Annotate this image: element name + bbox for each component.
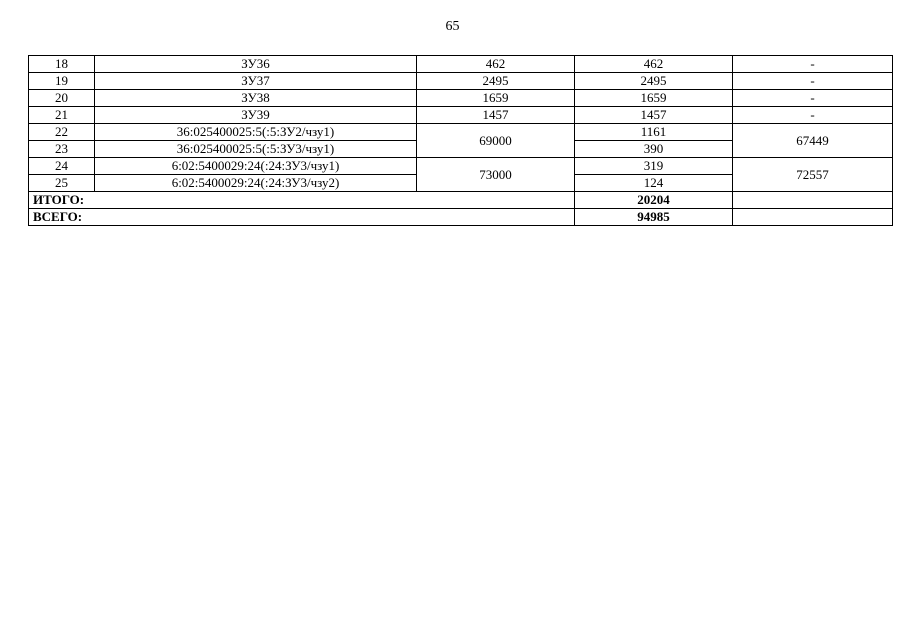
remaining-area: - (733, 107, 893, 124)
affected-area: 2495 (575, 73, 733, 90)
row-number: 19 (29, 73, 95, 90)
table-row (29, 73, 893, 90)
remaining-area-merged: 67449 (733, 124, 893, 158)
affected-area: 319 (575, 158, 733, 175)
plot-area: 1659 (417, 90, 575, 107)
plot-designation: ЗУ36 (95, 56, 417, 73)
table-row (29, 158, 893, 175)
plot-area: 1457 (417, 107, 575, 124)
row-number: 21 (29, 107, 95, 124)
affected-area: 1659 (575, 90, 733, 107)
row-number: 20 (29, 90, 95, 107)
itogo-value: 20204 (575, 192, 733, 209)
plot-designation: 36:025400025:5(:5:ЗУ2/чзу1) (95, 124, 417, 141)
plot-designation: 6:02:5400029:24(:24:ЗУ3/чзу2) (95, 175, 417, 192)
vsego-empty-cell (733, 209, 893, 226)
plot-area: 462 (417, 56, 575, 73)
affected-area: 462 (575, 56, 733, 73)
remaining-area: - (733, 56, 893, 73)
affected-area: 1161 (575, 124, 733, 141)
plot-designation: ЗУ38 (95, 90, 417, 107)
remaining-area-merged: 72557 (733, 158, 893, 192)
vsego-value: 94985 (575, 209, 733, 226)
table-row (29, 56, 893, 73)
itogo-label: ИТОГО: (29, 192, 575, 209)
row-number: 23 (29, 141, 95, 158)
row-number: 18 (29, 56, 95, 73)
affected-area: 124 (575, 175, 733, 192)
remaining-area: - (733, 73, 893, 90)
plot-area-merged: 73000 (417, 158, 575, 192)
plot-designation: ЗУ39 (95, 107, 417, 124)
itogo-empty-cell (733, 192, 893, 209)
affected-area: 1457 (575, 107, 733, 124)
row-number: 22 (29, 124, 95, 141)
itogo-row (29, 192, 893, 209)
table-row (29, 124, 893, 141)
remaining-area: - (733, 90, 893, 107)
plot-area: 2495 (417, 73, 575, 90)
land-plots-table (28, 55, 893, 226)
affected-area: 390 (575, 141, 733, 158)
vsego-row (29, 209, 893, 226)
table-row (29, 107, 893, 124)
table-row (29, 90, 893, 107)
row-number: 25 (29, 175, 95, 192)
plot-designation: 36:025400025:5(:5:ЗУ3/чзу1) (95, 141, 417, 158)
plot-designation: 6:02:5400029:24(:24:ЗУ3/чзу1) (95, 158, 417, 175)
plot-designation: ЗУ37 (95, 73, 417, 90)
page-number: 65 (445, 19, 460, 34)
row-number: 24 (29, 158, 95, 175)
vsego-label: ВСЕГО: (29, 209, 575, 226)
plot-area-merged: 69000 (417, 124, 575, 158)
